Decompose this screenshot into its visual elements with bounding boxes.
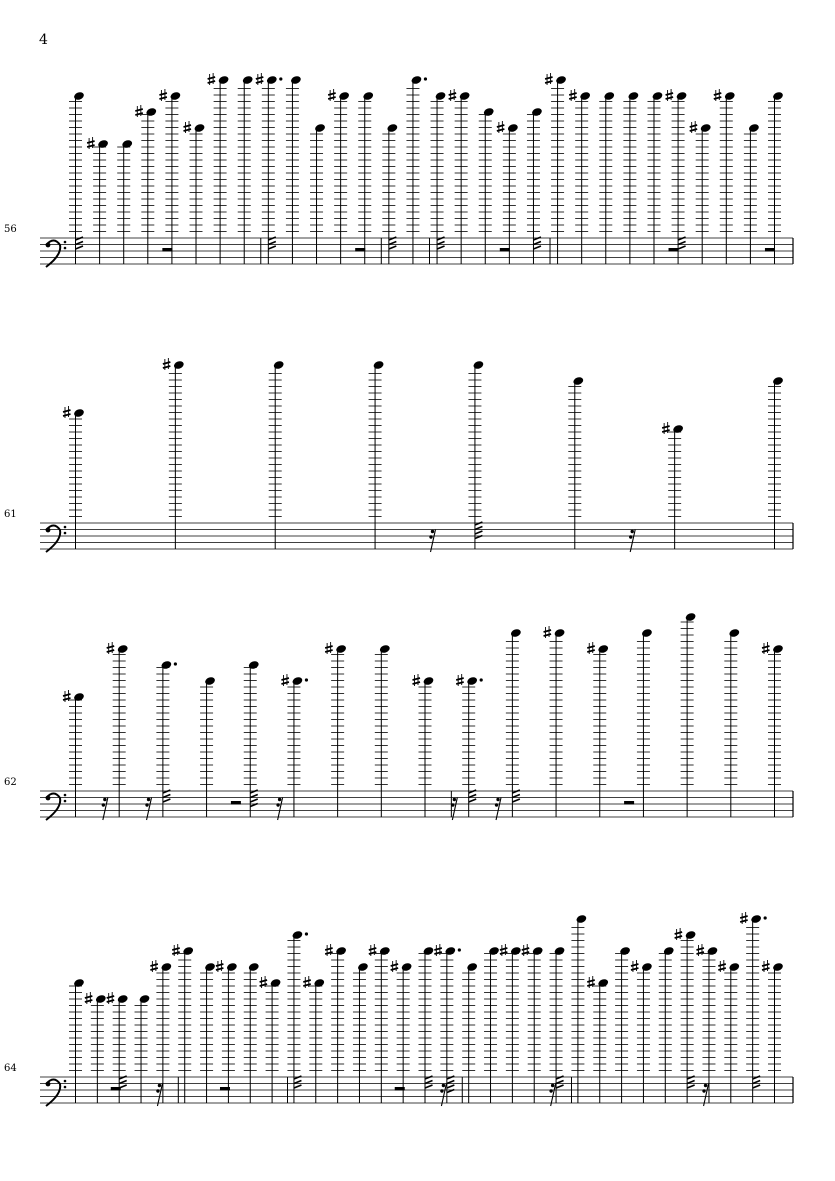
note-flag (678, 246, 686, 249)
augmentation-dot (279, 77, 282, 80)
sharp-icon (740, 916, 748, 918)
sixteenth-rest (629, 535, 632, 538)
notehead (423, 946, 435, 956)
sharp-icon (762, 964, 770, 966)
sixteenth-rest (495, 803, 498, 806)
sharp-icon (587, 646, 595, 648)
notehead (248, 962, 260, 972)
sharp-icon (675, 936, 683, 938)
bass-clef-icon (64, 800, 67, 803)
note-flag (447, 1085, 455, 1088)
notehead (117, 994, 129, 1004)
bass-clef-icon (64, 526, 67, 529)
sharp-icon (150, 964, 158, 966)
notehead (554, 946, 566, 956)
note-flag (469, 795, 477, 798)
sharp-icon (666, 93, 674, 95)
sharp-icon (256, 81, 263, 83)
notehead (313, 978, 325, 988)
notehead (472, 360, 484, 370)
note-flag (389, 237, 397, 240)
bass-clef-icon (64, 247, 67, 250)
measure-number: 61 (4, 509, 17, 520)
sixteenth-rest (156, 1089, 159, 1092)
sharp-icon (449, 93, 457, 95)
note-flag (533, 237, 541, 240)
note-flag (475, 522, 483, 525)
sixteenth-rest (496, 798, 499, 801)
note-flag (250, 790, 258, 793)
sixteenth-rest (147, 798, 150, 801)
note-flag (687, 1085, 695, 1088)
bass-clef-icon (46, 796, 51, 801)
notehead (145, 107, 157, 117)
notehead (700, 123, 712, 133)
notehead (357, 962, 369, 972)
note-flag (556, 1085, 564, 1088)
notehead (139, 994, 151, 1004)
notehead (248, 660, 260, 670)
notehead (619, 946, 631, 956)
notehead (97, 139, 109, 149)
note-flag (556, 1081, 564, 1084)
sixteenth-rest (158, 1084, 161, 1087)
sharp-icon (281, 682, 289, 684)
notehead (466, 676, 478, 686)
notehead (386, 123, 398, 133)
notehead (373, 360, 385, 370)
sixteenth-rest (453, 798, 456, 801)
sharp-icon (325, 650, 333, 652)
sharp-icon (449, 97, 457, 99)
measure-number: 64 (4, 1063, 17, 1074)
notehead (266, 75, 278, 85)
notehead (444, 946, 456, 956)
augmentation-dot (305, 932, 308, 935)
sharp-icon (456, 682, 464, 684)
notehead (532, 946, 544, 956)
bass-clef-icon (64, 1080, 67, 1083)
sharp-icon (762, 646, 770, 648)
sharp-icon (545, 77, 553, 79)
sixteenth-rest (440, 1089, 443, 1092)
sharp-icon (159, 97, 167, 99)
note-flag (294, 1081, 302, 1084)
sharp-icon (714, 97, 722, 99)
half-rest (500, 248, 510, 252)
bass-clef-icon (64, 532, 67, 535)
sharp-icon (216, 964, 224, 966)
note-flag (475, 531, 483, 534)
page-number: 4 (39, 32, 48, 48)
sharp-icon (587, 650, 595, 652)
sharp-icon (107, 650, 115, 652)
note-flag (678, 237, 686, 240)
sharp-icon (569, 93, 577, 95)
note-flag (556, 1076, 564, 1079)
notehead (750, 914, 762, 924)
note-flag (425, 1076, 433, 1079)
sharp-icon (740, 920, 748, 922)
notehead (242, 75, 254, 85)
sharp-icon (662, 426, 670, 428)
augmentation-dot (764, 916, 767, 919)
note-flag (512, 795, 520, 798)
notehead (338, 91, 350, 101)
notehead (379, 946, 391, 956)
sixteenth-rest (551, 1084, 554, 1087)
measure-number: 56 (4, 224, 17, 235)
notehead (597, 978, 609, 988)
augmentation-dot (305, 678, 308, 681)
notehead (466, 962, 478, 972)
sharp-icon (545, 81, 553, 83)
notehead (95, 994, 107, 1004)
sharp-icon (544, 634, 552, 636)
sharp-icon (150, 968, 158, 970)
note-flag (268, 242, 276, 245)
notehead (510, 946, 522, 956)
sharp-icon (369, 948, 377, 950)
note-flag (437, 237, 445, 240)
notehead (579, 91, 591, 101)
note-flag (389, 246, 397, 249)
notehead (270, 978, 282, 988)
sharp-icon (325, 646, 333, 648)
sharp-icon (569, 97, 577, 99)
sharp-icon (434, 948, 442, 950)
notehead (204, 962, 216, 972)
note-flag (163, 799, 171, 802)
sharp-icon (762, 650, 770, 652)
sharp-icon (159, 93, 167, 95)
sharp-icon (87, 141, 95, 143)
notehead (510, 628, 522, 638)
note-flag (512, 799, 520, 802)
notehead (641, 962, 653, 972)
sharp-icon (690, 129, 698, 131)
augmentation-dot (424, 77, 427, 80)
sharp-icon (690, 125, 698, 127)
bass-clef-icon (64, 241, 67, 244)
note-flag (163, 795, 171, 798)
sharp-icon (762, 968, 770, 970)
note-flag (294, 1085, 302, 1088)
sixteenth-rest (704, 1084, 707, 1087)
sixteenth-rest (442, 1084, 445, 1087)
notehead (73, 978, 85, 988)
augmentation-dot (174, 662, 177, 665)
notehead (531, 107, 543, 117)
sharp-icon (107, 1000, 115, 1002)
sharp-icon (718, 964, 726, 966)
note-flag (250, 795, 258, 798)
notehead (169, 91, 181, 101)
notehead (314, 123, 326, 133)
notehead (672, 424, 684, 434)
sharp-icon (163, 362, 171, 364)
sharp-icon (135, 109, 143, 111)
note-flag (163, 790, 171, 793)
sharp-icon (256, 77, 263, 79)
note-flag (268, 237, 276, 240)
half-rest (624, 801, 634, 805)
notehead (160, 962, 172, 972)
bass-clef-icon (46, 1082, 51, 1087)
bass-clef-icon (46, 243, 51, 248)
half-rest (231, 801, 241, 805)
note-flag (533, 246, 541, 249)
sharp-icon (391, 968, 399, 970)
sharp-icon (63, 694, 71, 696)
sixteenth-rest (145, 803, 148, 806)
note-flag (753, 1081, 761, 1084)
note-flag (425, 1081, 433, 1084)
sixteenth-rest (276, 803, 279, 806)
note-flag (447, 1081, 455, 1084)
notehead (483, 107, 495, 117)
notehead (335, 946, 347, 956)
sharp-icon (413, 682, 421, 684)
half-rest (669, 248, 679, 252)
note-flag (678, 242, 686, 245)
sixteenth-rest (549, 1089, 552, 1092)
sharp-icon (391, 964, 399, 966)
sharp-icon (260, 980, 268, 982)
sharp-icon (587, 980, 595, 982)
notehead (728, 628, 740, 638)
sharp-icon (328, 97, 336, 99)
notehead (575, 914, 587, 924)
sharp-icon (522, 948, 530, 950)
note-flag (437, 242, 445, 245)
sharp-icon (718, 968, 726, 970)
notehead (772, 376, 784, 386)
notehead (597, 644, 609, 654)
notehead (194, 123, 206, 133)
notehead (641, 628, 653, 638)
sharp-icon (63, 410, 71, 412)
notehead (335, 644, 347, 654)
notehead (273, 360, 285, 370)
note-flag (76, 246, 84, 249)
sixteenth-rest (451, 803, 454, 806)
sharp-icon (413, 678, 421, 680)
augmentation-dot (480, 678, 483, 681)
sharp-icon (675, 932, 683, 934)
notehead (748, 123, 760, 133)
sharp-icon (216, 968, 224, 970)
sharp-icon (544, 630, 552, 632)
sharp-icon (631, 964, 639, 966)
notehead (362, 91, 374, 101)
notehead (728, 962, 740, 972)
note-flag (475, 527, 483, 530)
notehead (572, 376, 584, 386)
note-flag (512, 790, 520, 793)
notehead (423, 676, 435, 686)
notehead (685, 612, 697, 622)
notehead (173, 360, 185, 370)
half-rest (162, 248, 172, 252)
notehead (554, 628, 566, 638)
sharp-icon (184, 125, 192, 127)
notehead (488, 946, 500, 956)
sharp-icon (281, 678, 289, 680)
note-flag (76, 242, 84, 245)
notehead (218, 75, 230, 85)
sharp-icon (631, 968, 639, 970)
note-flag (389, 242, 397, 245)
note-flag (76, 237, 84, 240)
notehead (555, 75, 567, 85)
notehead (401, 962, 413, 972)
half-rest (765, 248, 775, 252)
bass-clef-icon (64, 794, 67, 797)
sixteenth-rest (431, 530, 434, 533)
sharp-icon (63, 414, 71, 416)
sharp-icon (208, 81, 216, 83)
notehead (772, 644, 784, 654)
sharp-icon (325, 948, 333, 950)
notehead (204, 676, 216, 686)
notehead (772, 962, 784, 972)
notehead (676, 91, 688, 101)
note-flag (447, 1076, 455, 1079)
sixteenth-rest (278, 798, 281, 801)
notehead (685, 930, 697, 940)
notehead (652, 91, 664, 101)
sixteenth-rest (103, 798, 106, 801)
augmentation-dot (458, 948, 461, 951)
notehead (435, 91, 447, 101)
sixteenth-rest (702, 1089, 705, 1092)
sixteenth-rest (631, 530, 634, 533)
notehead (73, 692, 85, 702)
note-flag (687, 1076, 695, 1079)
note-flag (425, 1085, 433, 1088)
notehead (507, 123, 519, 133)
note-flag (469, 790, 477, 793)
note-flag (687, 1081, 695, 1084)
sharp-icon (303, 980, 311, 982)
sharp-icon (184, 129, 192, 131)
sharp-icon (497, 125, 505, 127)
notehead (290, 75, 302, 85)
notehead (292, 930, 304, 940)
notehead (772, 91, 784, 101)
sharp-icon (163, 366, 171, 368)
sharp-icon (107, 996, 115, 998)
notehead (603, 91, 615, 101)
notehead (226, 962, 238, 972)
note-flag (533, 242, 541, 245)
measure-number: 62 (4, 777, 17, 788)
note-flag (294, 1076, 302, 1079)
bass-clef-icon (46, 528, 51, 533)
sharp-icon (85, 1000, 93, 1002)
note-flag (753, 1076, 761, 1079)
notehead (292, 676, 304, 686)
half-rest (355, 248, 365, 252)
sharp-icon (456, 678, 464, 680)
notehead (182, 946, 194, 956)
bass-clef-icon (64, 1086, 67, 1089)
sharp-icon (328, 93, 336, 95)
sharp-icon (497, 129, 505, 131)
sixteenth-rest (429, 535, 432, 538)
sharp-icon (666, 97, 674, 99)
notehead (663, 946, 675, 956)
note-flag (119, 1076, 127, 1079)
notehead (160, 660, 172, 670)
note-flag (753, 1085, 761, 1088)
notehead (724, 91, 736, 101)
sharp-icon (696, 948, 704, 950)
notehead (627, 91, 639, 101)
notehead (117, 644, 129, 654)
note-flag (469, 799, 477, 802)
sharp-icon (85, 996, 93, 998)
notehead (459, 91, 471, 101)
note-flag (119, 1081, 127, 1084)
sharp-icon (500, 948, 508, 950)
note-flag (250, 799, 258, 802)
sharp-icon (208, 77, 216, 79)
notehead (379, 644, 391, 654)
sharp-icon (107, 646, 115, 648)
note-flag (437, 246, 445, 249)
notehead (73, 91, 85, 101)
notehead (707, 946, 719, 956)
sharp-icon (172, 948, 180, 950)
sharp-icon (714, 93, 722, 95)
sixteenth-rest (102, 803, 105, 806)
note-flag (268, 246, 276, 249)
notehead (73, 408, 85, 418)
notehead (121, 139, 133, 149)
notehead (411, 75, 423, 85)
note-flag (119, 1085, 127, 1088)
